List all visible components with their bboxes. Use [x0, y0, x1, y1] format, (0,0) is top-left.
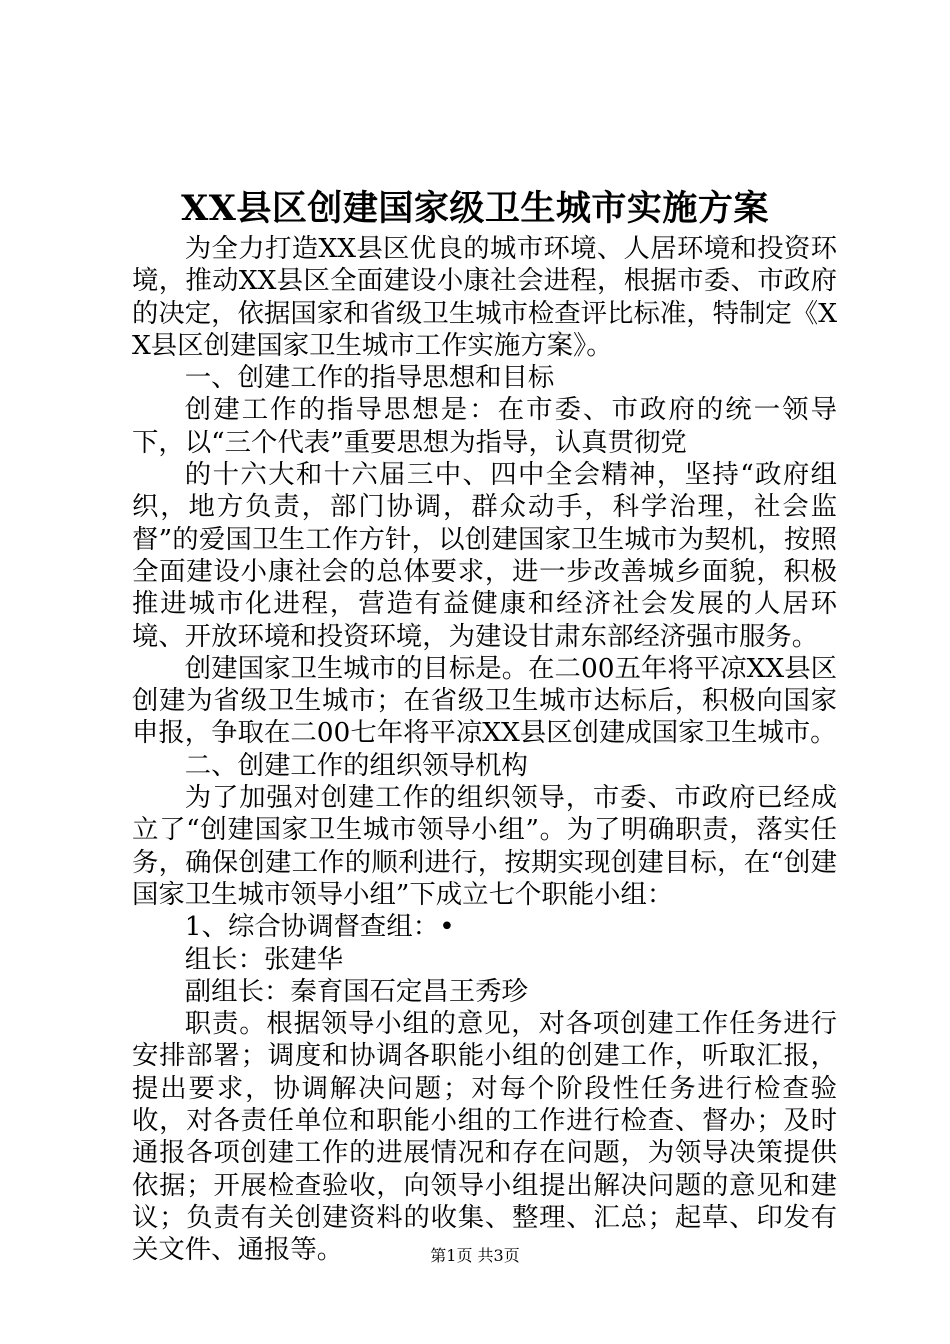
group-deputy-leader: 副组长：秦育国石定昌王秀珍	[184, 975, 528, 1007]
group-heading-1: 1、综合协调督查组：•	[184, 911, 455, 943]
page-footer: 第1页 共3页	[430, 1246, 520, 1265]
paragraph-goal: 创建国家卫生城市的目标是。在二00五年将平凉XX县区创建为省级卫生城市；在省级卫生城市达标后，积极向国家申报，争取在二00七年将平凉XX县区创建成国家卫生城市。	[132, 652, 837, 749]
document-body	[132, 233, 837, 1267]
paragraph-guiding-thought-cont: 的十六大和十六届三中、四中全会精神，坚持“政府组织，地方负责，部门协调，群众动手，科学治理，社会监督”的爱国卫生工作方针，以创建国家卫生城市为契机，按照全面建设小康社会的总体要求，进一步改善城乡面貌，积极推进城市化进程，营造有益健康和经济社会发展的人居环境、开放环境和投资环境，为建设甘肃东部经济强市服务。	[132, 459, 837, 652]
group-leader: 组长：张建华	[184, 943, 344, 975]
section-heading-1: 一、创建工作的指导思想和目标	[184, 362, 555, 394]
section-heading-2: 二、创建工作的组织领导机构	[184, 749, 528, 781]
paragraph-duties: 职责。根据领导小组的意见，对各项创建工作任务进行安排部署；调度和协调各职能小组的创建工作，听取汇报，提出要求，协调解决问题；对每个阶段性任务进行检查验收，对各责任单位和职能小组的工作进行检查、督办；及时通报各项创建工作的进展情况和存在问题，为领导决策提供依据；开展检查验收，向领导小组提出解决问题的意见和建议；负责有关创建资料的收集、整理、汇总；起草、印发有关文件、通报等。	[132, 1008, 837, 1266]
document-title: XX县区创建国家级卫生城市实施方案	[181, 188, 769, 229]
paragraph-guiding-thought: 创建工作的指导思想是：在市委、市政府的统一领导下，以“三个代表”重要思想为指导，认真贯彻党	[132, 394, 837, 458]
paragraph-organization: 为了加强对创建工作的组织领导，市委、市政府已经成立了“创建国家卫生城市领导小组”。为了明确职责，落实任务，确保创建工作的顺利进行，按期实现创建目标，在“创建国家卫生城市领导小组”下成立七个职能小组：	[132, 782, 837, 910]
paragraph-intro: 为全力打造XX县区优良的城市环境、人居环境和投资环境，推动XX县区全面建设小康社会进程，根据市委、市政府的决定，依据国家和省级卫生城市检查评比标准，特制定《XX县区创建国家卫生城市工作实施方案》。	[132, 233, 837, 361]
